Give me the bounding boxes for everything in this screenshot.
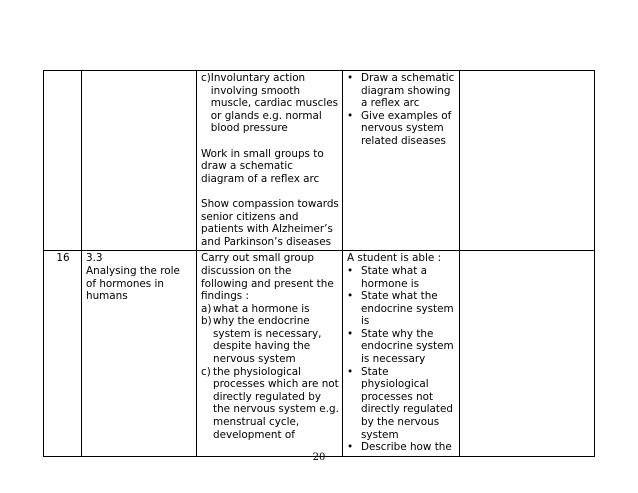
table-row (44, 251, 595, 457)
list-item: • State why the endocrine system is necessary (347, 327, 454, 366)
bullet: • (347, 264, 354, 277)
scheme-of-work-table (43, 70, 595, 457)
list-item (201, 72, 339, 135)
list-item: • State physiological processes not directly regulated by the nervous system (347, 365, 453, 441)
list-marker: c) (201, 365, 211, 378)
activities-cell (197, 251, 343, 457)
list-marker: b) (201, 315, 212, 328)
outcome-list (347, 265, 456, 454)
activity-intro: Carry out small group discussion on the following and present the findings : (201, 252, 334, 303)
remarks-cell (460, 251, 595, 457)
bullet: • (347, 441, 354, 454)
list-item: a) what a hormone is (201, 302, 310, 315)
page-number: 20 (312, 452, 326, 463)
bullet: • (347, 290, 354, 303)
list-item: c) the physiological processes which are not directly regulated by the nervous system e.g. menstrual cycle, development of (201, 365, 339, 441)
outcomes-cell (343, 71, 460, 251)
list-item: • Give examples of nervous system related diseases (347, 109, 452, 147)
list-item: • State what the endocrine system is (347, 290, 454, 328)
list-item: • Draw a schematic diagram showing a reflex arc (347, 72, 455, 110)
week-cell: 16 (44, 251, 82, 457)
activities-cell (197, 71, 343, 251)
bullet: • (347, 109, 354, 122)
list-item: b) why the endocrine system is necessary, despite having the nervous system (201, 315, 322, 366)
bullet: • (347, 72, 354, 84)
list-item-text: Involuntary action involving smooth muscle, cardiac muscles or glands e.g. normal blood pressure (210, 72, 339, 135)
table-row (44, 71, 595, 251)
bullet: • (347, 327, 354, 340)
list-item: • Describe how the (347, 441, 452, 454)
activity-paragraph: Show compassion towards senior citizens and patients with Alzheimer’s and Parkinson’s diseases (201, 197, 339, 248)
list-item: • State what a hormone is (347, 264, 428, 290)
list-marker: a) (201, 302, 212, 315)
outcomes-cell (343, 251, 460, 457)
activity-list (201, 72, 339, 135)
standard-cell (82, 71, 197, 251)
outcome-list (347, 72, 456, 148)
standard-cell: 3.3 Analysing the role of hormones in humans (82, 251, 197, 457)
remarks-cell (460, 71, 595, 251)
activity-list (201, 303, 339, 442)
week-cell (44, 71, 82, 251)
outcome-intro: A student is able : (347, 252, 442, 265)
bullet: • (347, 365, 354, 378)
activity-paragraph: Work in small groups to draw a schematic diagram of a reflex arc (201, 147, 324, 185)
list-marker: c) (201, 72, 211, 84)
